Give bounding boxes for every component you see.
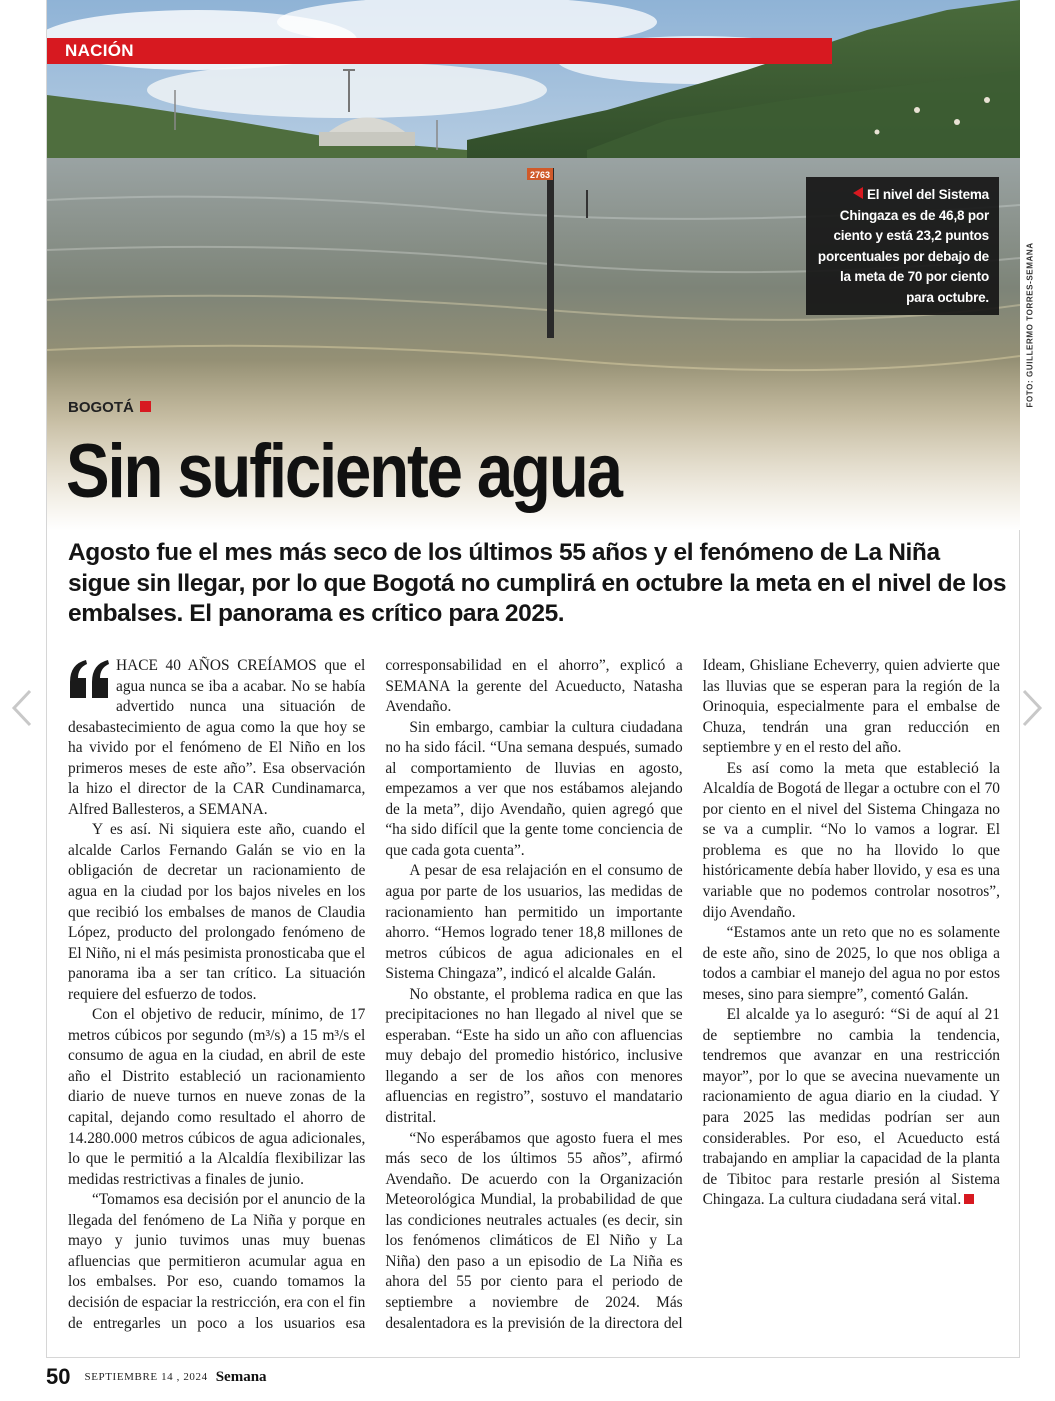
- headline: Sin suficiente agua: [66, 429, 621, 514]
- article-body: [68, 656, 1000, 1344]
- kicker-text: BOGOTÁ: [68, 399, 134, 416]
- paragraph-6: A pesar de esa relajación en el consumo de agua por parte de los usuarios, las medidas de racionamiento han permitido un importante ahorro. “Hemos logrado tener 18,8 millones de metros cúbicos de agua adicionales en el Sistema Chingaza”, indicó el alcalde Galán.: [385, 862, 683, 983]
- magazine-name: Semana: [215, 1368, 267, 1385]
- deck: Agosto fue el mes más seco de los últimos 55 años y el fenómeno de La Niña sigue sin llegar, por lo que Bogotá no cumplirá en octubre la meta en el nivel de los embalses. El panorama es crítico para 2025.: [68, 539, 1007, 627]
- paragraph-3: Con el objetivo de reducir, mínimo, de 17 metros cúbicos por segundo (m³/s) a 15 m³/s el consumo de agua en la ciudad, en abril de este año el Distrito estableció un racionamiento diario de nueve turnos en nueve zonas de la capital, dejando como resultado el ahorro de 14.280.000 metros cúbicos de agua adicionales, lo que le permitió a la Alcaldía flexibilizar las medidas restrictivas a finales de junio.: [68, 1006, 366, 1188]
- kicker: [68, 399, 151, 416]
- caption-pointer-icon: [853, 187, 863, 199]
- paragraph-1-lead: HACE 40 AÑOS CREÍAMOS: [116, 657, 317, 674]
- next-page-button[interactable]: [1020, 688, 1044, 728]
- paragraph-4: “Tomamos esa decisión por el anuncio de la llegada del fenómeno de La Niña y porque en mayo y junio tuvimos unas muy buenas afluencias que permitieron acumular agua en los embalses. Por eso, cuando tomamos la decisión de espaciar la restricción, era con el fin de entregarles un poco a los usuarios esa corresponsabilidad en el ahorro”, explicó a SEMANA la gerente del Acueducto, Natasha Avendaño.: [68, 657, 683, 1332]
- paragraph-8: “No esperábamos que agosto fuera el mes más seco de los últimos 55 años”, afirmó Avendaño. De acuerdo con la Organización Meteorológica Mundial, la probabilidad de que las condiciones neutrales actuales (es decir, sin los fenómenos climáticos de El Niño y La Niña) den paso a un episodio de La Niña es ahora del 55 por ciento para el periodo de septiembre a noviembre de 2024. Más desalentadora es la previsión de la directora del Ideam, Ghisliane Echeverry, quien advierte que las lluvias que se esperan para la región de la Orinoquia, especialmente para el embalse de Chuza, tendrán una gran reducción en septiembre y en el resto del año.: [385, 657, 1000, 1332]
- paragraph-9: Es así como la meta que estableció la Alcaldía de Bogotá de llegar a octubre con el 70 por ciento en el nivel del Sistema Chingaza no se va a cumplir. “No lo vamos a lograr. El problema es que no ha llovido lo que históricamente debía haber llovido, y esa es una variable que no podemos controlar nosotros”, dijo Avendaño.: [702, 759, 1000, 921]
- chevron-left-icon: [10, 688, 34, 728]
- photo-caption-box: [806, 177, 999, 315]
- paragraph-2: Y es así. Ni siquiera este año, cuando el alcalde Carlos Fernando Galán se vio en la obligación de decretar un racionamiento de agua en la ciudad por los bajos niveles en los que recibió los embalses de manos de Claudia López, producto del prolongado fenómeno de El Niño, ni el más pesimista pronosticaba que el panorama iba a ser tan crítico. La situación requiere del esfuerzo de todos.: [68, 821, 366, 1003]
- section-label: NACIÓN: [65, 41, 134, 60]
- issue-date: SEPTIEMBRE 14 , 2024: [84, 1371, 208, 1383]
- previous-page-button[interactable]: [10, 688, 34, 728]
- gauge-label: 2763: [529, 170, 551, 180]
- photo-credit-text: FOTO: GUILLERMO TORRES-SEMANA: [1025, 242, 1035, 408]
- paragraph-1-text: que el agua nunca se iba a acabar. No se había advertido nunca una situación de desabastecimiento de agua como la que hoy se ha vivido por el fenómeno de El Niño en los primeros meses de este año”. Esa observación la hizo el director de la CAR Cundinamarca, Alfred Ballesteros, a SEMANA.: [68, 657, 366, 818]
- paragraph-1: [68, 656, 365, 820]
- paragraph-11-text: El alcalde ya lo aseguró: “Si de aquí al 21 de septiembre no cambia la tendencia, tendremos que avanzar en una restricción mayor”, por lo que se avecina nuevamente un racionamiento de agua diario en la ciudad. Y para 2025 las medidas podrían ser aun considerables. Por eso, el Acueducto está trabajando en ampliar la capacidad de la planta de Tibitoc para restarle presión al Sistema Chingaza. La cultura ciudadana será vital.: [702, 1006, 1000, 1209]
- photo-caption-text: El nivel del Sistema Chingaza es de 46,8 por ciento y está 23,2 puntos porcentuales por debajo de la meta de 70 por ciento para octubre.: [817, 187, 989, 305]
- paragraph-7: No obstante, el problema radica en que las precipitaciones no han llegado al nivel que se esperaban. “Este ha sido un año con afluencias muy debajo del promedio histórico, inclusive llegando a ser de los años con menores afluencias en registro”, sostuvo el mandatario distrital.: [385, 985, 683, 1127]
- photo-caption: [814, 185, 989, 308]
- kicker-square-icon: [140, 401, 151, 412]
- page-number: 50: [46, 1364, 71, 1389]
- chevron-right-icon: [1020, 688, 1044, 728]
- paragraph-11: [703, 1005, 1000, 1210]
- page-footer: [46, 1364, 267, 1394]
- photo-credit: [1018, 242, 1042, 410]
- end-mark-icon: [964, 1194, 974, 1204]
- paragraph-10: “Estamos ante un reto que no es solamente de este año, sino de 2025, lo que nos obliga a todos a cambiar el manejo del agua no por estos meses, sino para siempre”, comentó Galán.: [702, 924, 1000, 1003]
- paragraph-5: Sin embargo, cambiar la cultura ciudadana no ha sido fácil. “Una semana después, sumado al comportamiento de lluvias en agosto, empezamos a ver que nos estábamos alejando de la meta”, dijo Avendaño, quien agregó que “ha sido difícil que la gente tome conciencia de que cada gota cuenta”.: [385, 718, 683, 859]
- section-bar: [47, 38, 832, 64]
- open-quote-icon: [68, 658, 112, 700]
